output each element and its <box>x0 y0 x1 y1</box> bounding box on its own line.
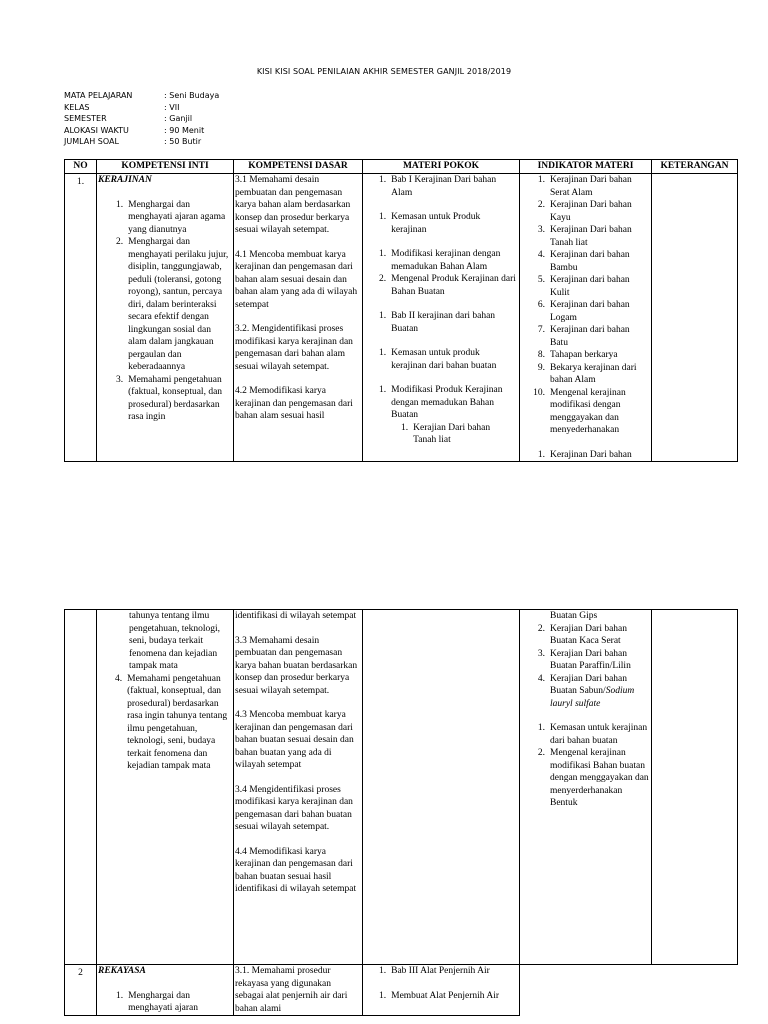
header-no: NO <box>65 160 97 174</box>
item-number: 1. <box>379 175 387 185</box>
item-number: 3. <box>537 648 545 659</box>
item-number: 5. <box>537 275 545 285</box>
kompetensi-inti-cell <box>97 174 234 462</box>
competency-table-continued <box>64 609 738 1016</box>
list-item <box>379 174 517 199</box>
table-header-row <box>65 160 738 174</box>
item-text: Membuat Alat Penjernih Air <box>391 990 500 1001</box>
item-text: Kerajinan dari bahan Kulit <box>550 275 630 298</box>
item-number: 1. <box>379 212 387 222</box>
list-item <box>531 387 649 437</box>
table-row <box>65 965 738 1016</box>
item-number: 1. <box>379 311 387 321</box>
item-text: Kerajinan dari bahan Logam <box>550 300 630 323</box>
item-text: Bekarya kerajinan dari bahan Alam <box>550 362 637 385</box>
list-item <box>116 990 231 1015</box>
item-text: Kerajinan Dari bahan <box>550 449 632 460</box>
list-item <box>379 248 517 273</box>
list-item <box>531 324 649 349</box>
header-materi-pokok: MATERI POKOK <box>363 160 520 174</box>
kompetensi-dasar-cell <box>234 174 363 462</box>
item-text: Memahami pengetahuan (faktual, konseptual, dan prosedural) berdasarkan rasa ingin <box>128 374 223 422</box>
kd-item: 4.4 Memodifikasi karya kerajinan dan pengemasan dari bahan buatan sesuai hasil identifikasi di wilayah setempat <box>235 846 357 894</box>
header-kompetensi-dasar: KOMPETENSI DASAR <box>234 160 363 174</box>
item-text: Kerajinan Dari bahan Tanah liat <box>550 225 632 248</box>
item-number: 4. <box>537 673 545 684</box>
item-text: Mengenal kerajinan modifikasi dengan menggayakan dan menyederhanakan <box>550 387 626 435</box>
indicator-list <box>520 174 649 461</box>
item-number: 4. <box>537 250 545 260</box>
item-number: 1. <box>401 422 409 433</box>
list-item <box>531 722 649 747</box>
item-number: 1. <box>116 199 124 210</box>
item-text: Menghargai dan menghayati perilaku jujur, disiplin, tanggungjawab, peduli (toleransi, gotong royong), santun, percaya diri, dalam berinteraksi secara efektif dengan lingkungan sosial dan alam dalam jangkauan pergaulan dan keberadaannya <box>128 237 229 372</box>
list-item <box>531 249 649 274</box>
item-number: 9. <box>537 362 545 373</box>
kd-item: 3.4 Mengidentifikasi proses modifikasi karya kerajinan dan pengemasan dari bahan buatan sesuai wilayah setempat. <box>235 784 353 832</box>
list-item <box>379 347 517 372</box>
kd-item: 4.1 Mencoba membuat karya kerajinan dan pengemasan dari bahan alam sesuai desain dan bahan alam yang ada di wilayah setempat <box>235 249 358 310</box>
header-indikator-materi: INDIKATOR MATERI <box>520 160 652 174</box>
list-item <box>116 236 231 374</box>
item-number: 10. <box>533 387 545 398</box>
list-item <box>531 299 649 324</box>
document-title: KISI KISI SOAL PENILAIAN AKHIR SEMESTER GANJIL 2018/2019 <box>256 67 512 76</box>
list-item <box>116 199 231 237</box>
list-item <box>531 648 649 673</box>
item-text-plain: Kerajian Dari bahan Buatan Sabun/ <box>550 673 628 696</box>
item-number: 2. <box>116 237 124 247</box>
list-item <box>379 273 517 298</box>
ki-list <box>98 990 231 1015</box>
list-item <box>531 747 649 810</box>
kd-item: 3.1. Memahami prosedur rekayasa yang digunakan sebagai alat penjernih air dari bahan alami <box>235 966 348 1014</box>
item-number: 1. <box>379 966 387 976</box>
kompetensi-dasar-cell <box>234 610 363 965</box>
list-item <box>531 623 649 648</box>
item-text: Memahami pengetahuan (faktual, konseptual, dan prosedural) berdasarkan rasa ingin tahunya tentang ilmu pengetahuan, teknologi, seni, budaya terkait fenomena dan kejadian tampak mata <box>127 673 228 771</box>
kompetensi-inti-cell <box>97 965 234 1016</box>
meta-row-subject <box>64 90 219 102</box>
list-item <box>379 965 517 978</box>
kd-item: 3.2. Mengidentifikasi proses modifikasi karya kerajinan dan pengemasan dari bahan alam sesuai wilayah setempat. <box>235 324 353 372</box>
item-number: 1. <box>379 385 387 395</box>
item-number: 1. <box>537 449 545 460</box>
kd-item: 4.2 Memodifikasi karya kerajinan dan pengemasan dari bahan alam sesuai hasil <box>235 386 353 421</box>
item-text: Bab I Kerajinan Dari bahan Alam <box>391 175 497 198</box>
ki-list <box>98 199 231 424</box>
item-number: 2. <box>537 748 545 758</box>
row-number: 2 <box>65 965 97 1016</box>
item-number: 8. <box>537 350 545 360</box>
item-text: Modifikasi kerajinan dengan memadukan Bahan Alam <box>391 249 501 272</box>
ki-list <box>97 673 231 773</box>
meta-label: MATA PELAJARAN <box>64 91 133 100</box>
competency-table <box>64 159 738 462</box>
item-number: 1. <box>379 348 387 358</box>
item-text-italic: Sodium lauryl sulfate <box>550 686 635 709</box>
list-item <box>531 362 649 387</box>
list-item <box>379 310 517 335</box>
materi-pokok-cell <box>363 174 520 462</box>
kompetensi-dasar-cell <box>234 965 363 1016</box>
list-item <box>379 211 517 236</box>
item-text: Menghargai dan menghayati ajaran <box>128 990 199 1013</box>
item-number: 6. <box>537 300 545 310</box>
meta-value: : 50 Butir <box>164 137 202 146</box>
kompetensi-inti-cell <box>97 610 234 965</box>
keterangan-cell <box>652 174 738 462</box>
list-item <box>379 990 517 1003</box>
item-number: 1. <box>116 990 124 1001</box>
kd-item: 3.1 Memahami desain pembuatan dan pengemasan karya bahan alam berdasarkan konsep dan prosedur berkarya sesuai wilayah setempat. <box>235 175 351 235</box>
list-item <box>531 274 649 299</box>
list-item <box>531 449 649 462</box>
item-text: Mengenal Produk Kerajinan dari Bahan Buatan <box>391 274 516 297</box>
item-text: Kemasan untuk produk kerajinan dari bahan buatan <box>391 348 497 371</box>
list-item <box>531 349 649 362</box>
meta-row-question-count <box>64 136 219 148</box>
header-keterangan: KETERANGAN <box>652 160 738 174</box>
meta-label: ALOKASI WAKTU <box>64 125 129 135</box>
item-text: Kerajinan Dari bahan Serat Alam <box>550 175 632 198</box>
materi-pokok-cell <box>363 965 520 1016</box>
list-item <box>401 422 497 447</box>
meta-value: : VII <box>164 102 180 112</box>
item-number: 1. <box>537 723 545 733</box>
indikator-materi-cell <box>520 965 652 1016</box>
item-text: Kerajinan dari bahan Batu <box>550 325 630 348</box>
materi-pokok-cell <box>363 610 520 965</box>
table-row <box>65 610 738 965</box>
item-number: 3. <box>116 374 124 385</box>
item-text: Bab II kerajinan dari bahan Buatan <box>391 311 496 334</box>
meta-row-class <box>64 102 219 114</box>
item-text <box>550 673 649 711</box>
kd-item: 4.3 Mencoba membuat karya kerajinan dan pengemasan dari bahan buatan sesuai desain dan bahan buatan yang ada di wilayah setempat <box>235 710 354 770</box>
item-text: Tahapan berkarya <box>550 350 618 360</box>
meta-value: : Ganjil <box>164 114 193 123</box>
indikator-materi-cell <box>520 610 652 965</box>
row-number <box>65 610 97 965</box>
item-text: Menghargai dan menghayati ajaran agama yang dianutnya <box>128 199 226 235</box>
topic-title: REKAYASA <box>98 966 146 976</box>
meta-label: KELAS <box>64 102 90 112</box>
item-text: Kerajian Dari bahan Buatan Kaca Serat <box>550 623 628 646</box>
list-item <box>531 199 649 224</box>
item-text: Mengenal kerajinan modifikasi Bahan buatan dengan menggayakan dan menyerderhanakan Bentuk <box>550 748 649 808</box>
header-kompetensi-inti: KOMPETENSI INTI <box>97 160 234 174</box>
list-item <box>531 224 649 249</box>
item-number: 7. <box>537 325 545 335</box>
list-item <box>531 673 649 711</box>
item-number: 2. <box>379 274 387 284</box>
item-number: 3. <box>537 225 545 235</box>
meta-label: SEMESTER <box>64 114 107 123</box>
topic-title: KERAJINAN <box>98 175 152 185</box>
document-metadata <box>64 90 219 148</box>
item-number: 2. <box>537 200 545 210</box>
item-text: Kemasan untuk Produk kerajinan <box>391 212 481 235</box>
item-text: Modifikasi Produk Kerajinan dengan memadukan Bahan Buatan <box>391 385 503 420</box>
mp-list <box>363 965 517 1002</box>
item-number: 1. <box>537 175 545 185</box>
item-number: 4. <box>115 673 123 684</box>
table-row <box>65 174 738 462</box>
mp-list <box>363 174 517 422</box>
indicator-continued-text: Buatan Gips <box>550 611 598 621</box>
kd-item: 3.3 Memahami desain pembuatan dan pengemasan karya bahan buatan berdasarkan konsep dan prosedur berkarya sesuai wilayah setempat. <box>235 635 358 696</box>
item-text: Kerajian Dari bahan Tanah liat <box>413 422 491 445</box>
list-item <box>531 174 649 199</box>
item-text: Kerajian Dari bahan Buatan Paraffin/Lilin <box>550 648 631 671</box>
list-item <box>379 384 517 422</box>
indikator-materi-cell <box>520 174 652 462</box>
indicator-list <box>520 623 649 810</box>
list-item <box>115 673 231 773</box>
item-number: 2. <box>537 623 545 634</box>
row-number: 1. <box>65 174 97 462</box>
item-text: Kemasan untuk kerajinan dari bahan buatan <box>550 723 648 746</box>
keterangan-cell <box>652 610 738 965</box>
meta-row-time <box>64 125 219 137</box>
meta-label: JUMLAH SOAL <box>64 137 119 146</box>
meta-value: : 90 Menit <box>164 125 205 135</box>
item-text: Bab III Alat Penjernih Air <box>391 966 490 976</box>
mp-sub-list <box>363 422 517 447</box>
item-number: 1. <box>379 249 387 259</box>
meta-row-semester <box>64 113 219 125</box>
keterangan-cell <box>652 965 738 1016</box>
ki-continued-text: tahunya tentang ilmu pengetahuan, teknologi, seni, budaya terkait fenomena dan kejadian tampak mata <box>129 611 221 671</box>
item-text: Kerajinan dari bahan Bambu <box>550 250 630 273</box>
item-number: 1. <box>379 990 387 1001</box>
meta-value: : Seni Budaya <box>164 91 220 100</box>
list-item <box>116 374 231 424</box>
item-text: Kerajinan Dari bahan Kayu <box>550 200 632 223</box>
kd-item: identifikasi di wilayah setempat <box>235 611 357 621</box>
